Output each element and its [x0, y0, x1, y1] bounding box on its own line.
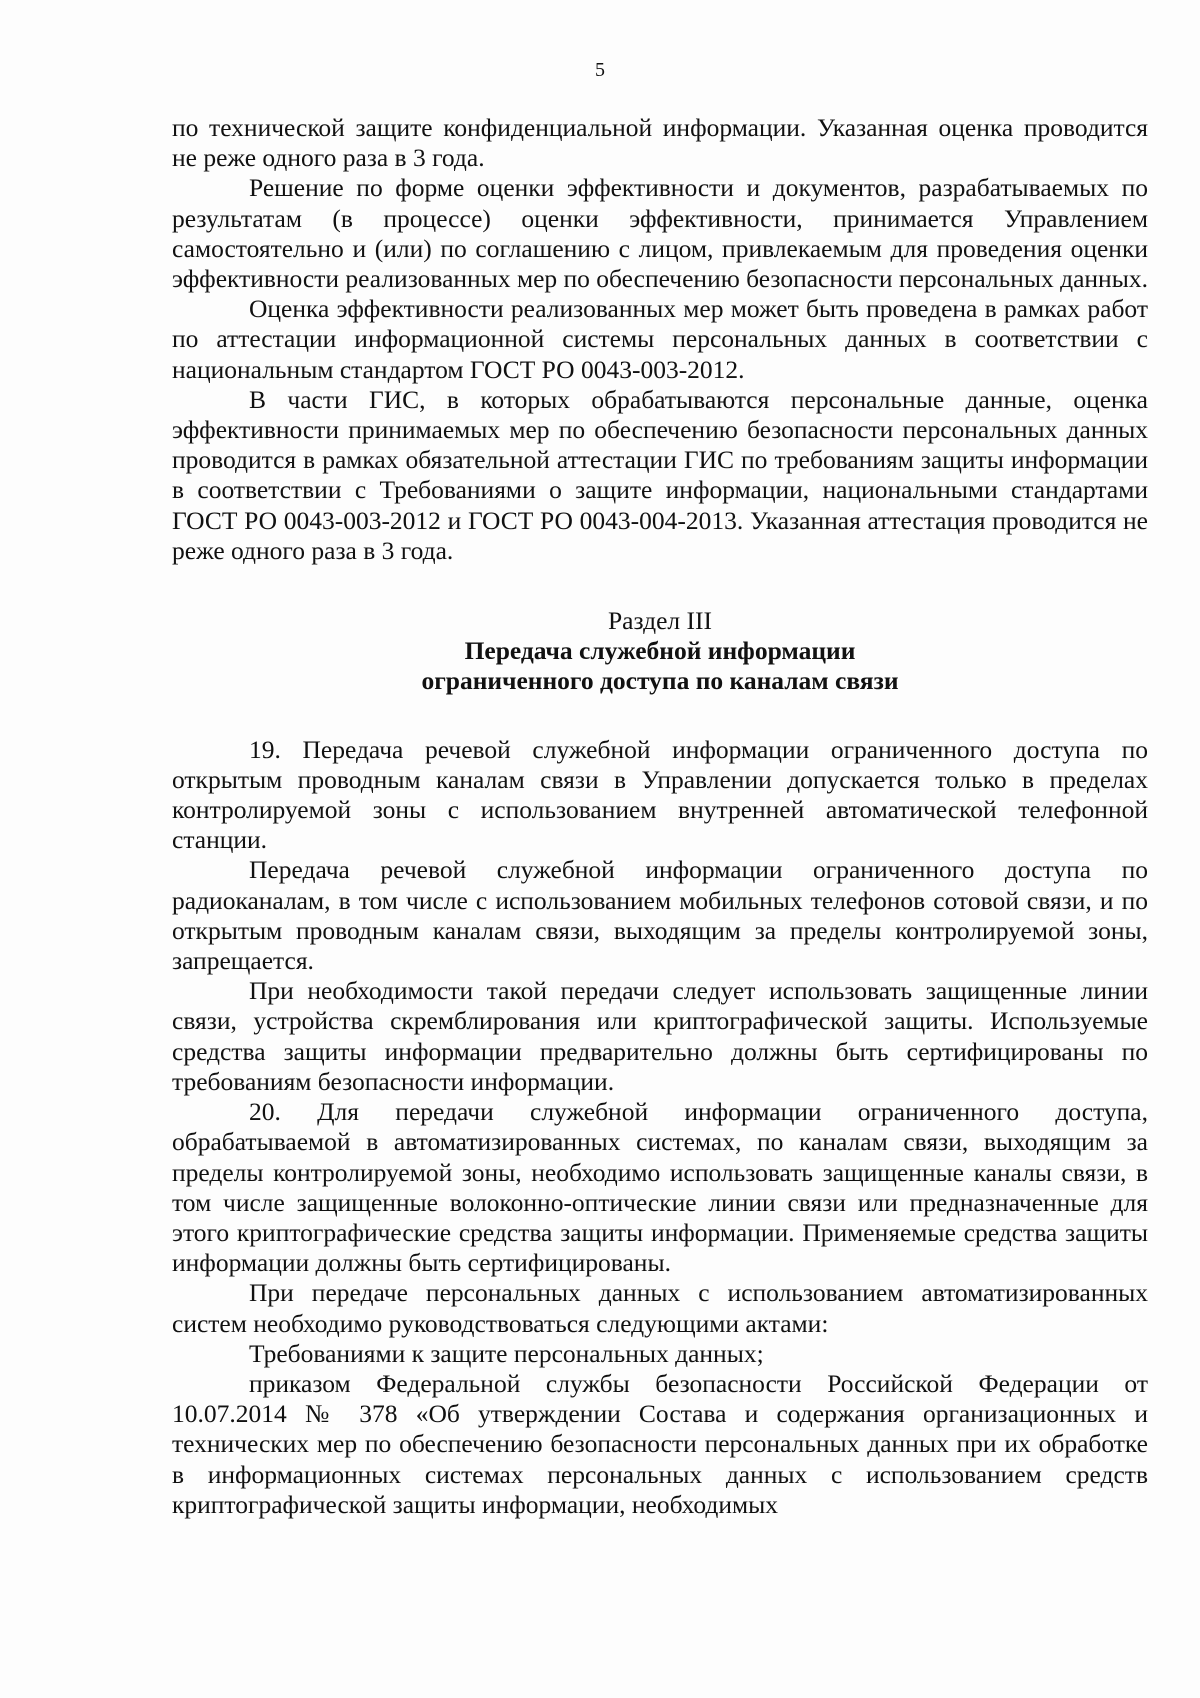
paragraph-item-19: 19. Передача речевой служебной информации ограниченного доступа по открытым проводным каналам связи в Управлении допускается только в пределах контролируемой зоны с использованием внутренней автоматической телефонной станции. — [172, 734, 1148, 855]
document-body — [172, 113, 1148, 1520]
paragraph: При необходимости такой передачи следует использовать защищенные линии связи, устройства скремблирования или криптографической защиты. Используемые средства защиты информации предварительно должны быть сертифицированы по требованиям безопасности информации. — [172, 976, 1148, 1096]
paragraph: Оценка эффективности реализованных мер может быть проведена в рамках работ по аттестации информационной системы персональных данных в соответствии с национальным стандартом ГОСТ РО 0043-003-2012. — [172, 294, 1148, 384]
paragraph: Решение по форме оценки эффективности и документов, разрабатываемых по результатам (в процессе) оценки эффективности, принимается Управлением самостоятельно и (или) по соглашению с лицом, привлекаемым для проведения оценки эффективности реализованных мер по обеспечению безопасности персональных данных. — [172, 173, 1148, 294]
paragraph: В части ГИС, в которых обрабатываются персональные данные, оценка эффективности принимаемых мер по обеспечению безопасности персональных данных проводится в рамках обязательной аттестации ГИС по требованиям защиты информации в соответствии с Требованиями о защите информации, национальными стандартами ГОСТ РО 0043-003-2012 и ГОСТ РО 0043-004-2013. Указанная аттестация проводится не реже одного раза в 3 года. — [172, 384, 1148, 565]
list-item: Требованиями к защите персональных данных; — [249, 1338, 764, 1368]
section-title-line-2: ограниченного доступа по каналам связи — [421, 666, 899, 696]
paragraph-item-20: 20. Для передачи служебной информации ограниченного доступа, обрабатываемой в автоматизированных системах, по каналам связи, выходящим за пределы контролируемой зоны, необходимо использовать защищенные каналы связи, в том числе защищенные волоконно-оптические линии связи или предназначенные для этого криптографические средства защиты информации. Применяемые средства защиты информации должны быть сертифицированы. — [172, 1097, 1148, 1278]
section-title-line-1: Передача служебной информации — [464, 636, 856, 666]
paragraph-continuation: по технической защите конфиденциальной информации. Указанная оценка проводится не реже одного раза в 3 года. — [172, 113, 1148, 173]
section-label: Раздел III — [608, 606, 712, 636]
section-heading — [172, 606, 1148, 697]
list-item: приказом Федеральной службы безопасности Российской Федерации от 10.07.2014 № 378 «Об утверждении Состава и содержания организационных и технических мер по обеспечению безопасности персональных данных при их обработке в информационных системах персональных данных с использованием средств криптографической защиты информации, необходимых — [172, 1368, 1148, 1519]
paragraph: Передача речевой служебной информации ограниченного доступа по радиоканалам, в том числе с использованием мобильных телефонов сотовой связи, и по открытым проводным каналам связи, выходящим за пределы контролируемой зоны, запрещается. — [172, 855, 1148, 976]
paragraph: При передаче персональных данных с использованием автоматизированных систем необходимо руководствоваться следующими актами: — [172, 1278, 1148, 1338]
page-number: 5 — [595, 59, 605, 81]
